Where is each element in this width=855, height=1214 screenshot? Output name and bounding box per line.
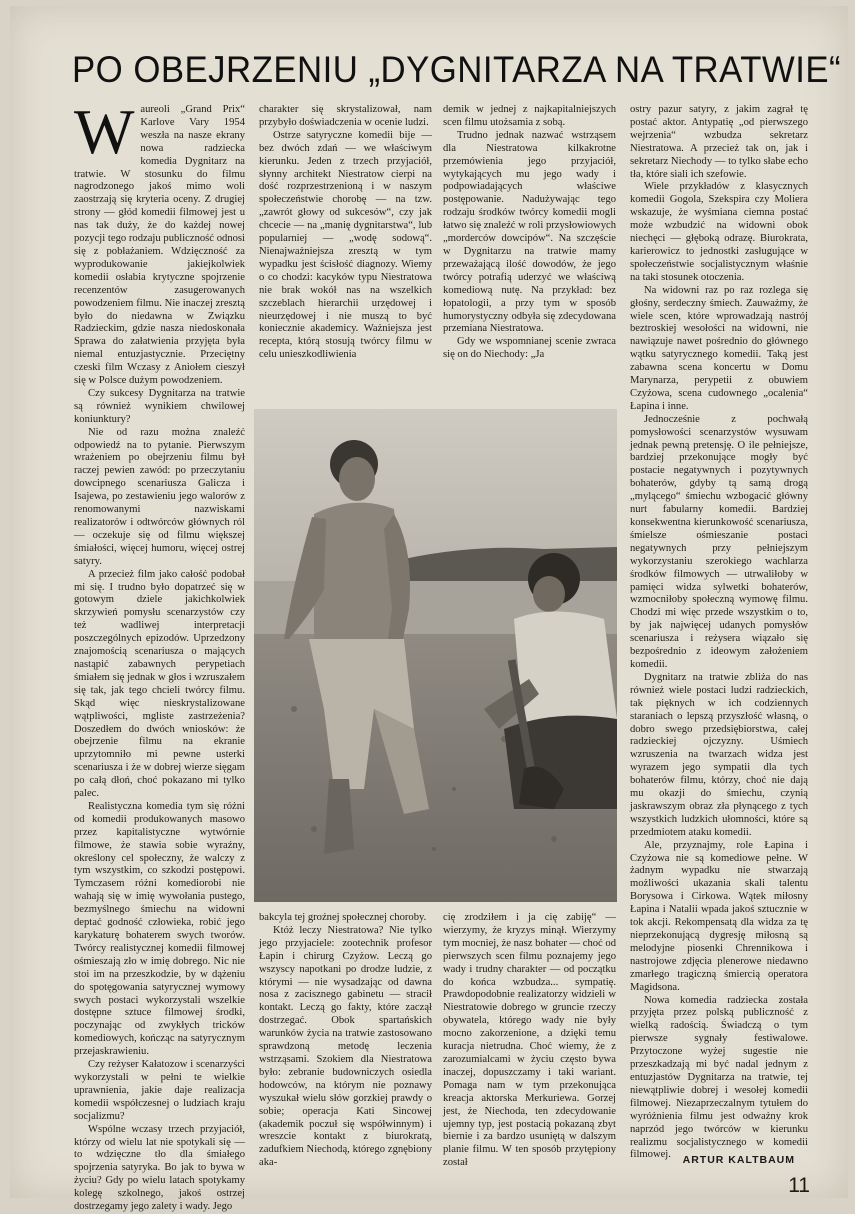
- paragraph: charakter się skrystalizował, nam przybyło doświadczenia w ocenie ludzi.: [259, 104, 432, 128]
- paragraph: cię zrodziłem i ja cię zabiję“ — wierzymy, że kryzys minął. Wierzymy tym mocniej, że nasz bohater — choć od pierwszych scen filmu poznajemy jego wady i trudny charakter — od początku do końca wzbudza... sympatię. Prawdopodobnie realizatorzy widzieli w Niestratowie dobrego w gruncie rzeczy obywatela, którego wady nie były mocno zakorzenione, a dzięki temu kuracja nietrudna. Choć wiemy, że z zarozumialcami w życiu często bywa inaczej, dopuszczamy i taki wariant. Pomaga nam w tym przekonująca kreacja aktorska Merkuriewa. Gorzej jest, że Niechoda, ten zdecydowanie ujemny typ, jest postacią pokazaną zbyt biernie i za bardzo usuniętą w dalszym planie filmu. W ten sposób przytępiony został: [443, 912, 616, 1169]
- film-still-photo: [254, 409, 617, 902]
- paragraph: Trudno jednak nazwać wstrząsem dla Niestratowa kilkakrotne przemówienia jego przyjaciół, wytykających mu jego wady i podpowiadających właściwe postępowanie. Nadużywając tego rodzaju środków twórcy komedii mogli łatwo się znaleźć w roli przysłowiowych „morderców dowcipów“. Na szczęście w Dygnitarzu na tratwie mamy przeważającą ilość dowodów, że jego twórcy potrafią uderzyć we właściwą komediową nutę. Na przykład: bez łopatologii, a przy tym w sposób humorystyczny odbyła się zdecydowana przemiana Niestratowa.: [443, 129, 616, 335]
- article-column-3-top: [443, 104, 616, 404]
- paragraph: Nie od razu można znaleźć odpowiedź na to pytanie. Pierwszym wrażeniem po obejrzeniu filmu był raczej pewien zawód: po przeczytaniu dowcipnego scenariusza Galicza i Isajewa, po zestawieniu jego walorów z renomowanymi nazwiskami realizatorów i odtwórców głównych ról — oczekuje się od filmu większej śmiałości, więcej humoru, więcej ostrej satyry.: [74, 426, 245, 567]
- article-column-2-bottom: [259, 912, 432, 1194]
- paragraph: Na widowni raz po raz rozlega się głośny, serdeczny śmiech. Zauważmy, że wiele scen, które wprowadzają nastrój beztroskiej wesołości na widowni, nie nawiązuje nawet pośrednio do głównego wątku satyrycznego komedii. Taką jest zabawna scena koncertu w Domu Marynarza, perypetii z obuwiem Czyżowa, scena cudownego „ocalenia“ Łapina i inne.: [630, 284, 808, 412]
- author-signature: ARTUR KALTBAUM: [682, 1154, 795, 1166]
- paragraph: bakcyla tej groźnej społecznej choroby.: [259, 912, 427, 923]
- paragraph: Dygnitarz na tratwie zbliża do nas również wiele postaci ludzi radzieckich, tak pięknych w ich codziennych staraniach o lepszą przyszłość własną, o dobro swego przedsiębiorstwa, całej radzieckiej ojczyzny. Uśmiech wzruszenia na twarzach widza jest wyrazem jego sympatii dla tych bohaterów filmu, którzy, choć nie dają mu okazji do śmiechu, czynią jaskrawszym obraz zła płynącego z tych wszystkich ludzkich ułomności, które są przedmiotem ataku komedii.: [630, 671, 808, 838]
- paragraph: Ale, przyznajmy, role Łapina i Czyżowa nie są komediowe pełne. W żadnym wypadku nie stwarzają możliwości ukazania skali talentu Borysowa i Cirkowa. Wątek miłosny Łapina i Natalii wpada jakoś sztucznie w tok akcji. Rekompensatą dla widza za tę nieprzekonującą dygresję miłosną są melodyjne piosenki Chrennikowa i nastrojowe zdjęcia plenerowe niedawno zmarłego tragiczną śmiercią operatora Magidsona.: [630, 839, 808, 993]
- paragraph: Realistyczna komedia tym się różni od komedii produkowanych masowo przez kapitalistyczne wytwórnie filmowe, że stawia sobie wyraźny, określony cel społeczny, że walczy z tym wszystkim, co szkodzi postępowi. Tymczasem różni komediorobi nie wahają się w imię wywołania pustego, bezmyślnego śmiechu na widowni deptać godność człowieka, robić jego karykaturę bohaterem swych tworów. Twórcy realistycznej komedii filmowej ośmieszają zło w imię dobrego. Nic nie stoi im na przeszkodzie, by w dążeniu do spotęgowania satyrycznej wymowy swych postaci wykorzystali wszelkie dostępne sztuce filmowej środki, poczynając od zwykłych tricków komediowych, kończąc na satyrycznym przejaskrawieniu.: [74, 800, 245, 1058]
- drop-cap: W: [74, 96, 135, 167]
- paragraph: A przecież film jako całość podobał mi się. I trudno było dopatrzeć się w gotowym dziele jakichkolwiek skrzywień pomysłu scenarzystów czy też wadliwej interpretacji poszczególnych epizodów. Uprzedzony znajomością scenariusza o mających nastąpić zabawnych perypetiach śmiałem się jednak w głos i wzruszałem się tak, jak tego chcieli twórcy filmu. Skąd więc nieskrystalizowane wątpliwości, mgliste zastrzeżenia? Doszedłem do dwóch wniosków: że obejrzenie filmu na ekranie uprzytomniło mi pewne usterki scenariusza i że w dobrej wierze sięgam po całą dłoń, choć pokazano mi tylko palec.: [74, 568, 245, 800]
- paragraph: Nowa komedia radziecka została przyjęta przez polską publiczność z wielką radością. Świadczą o tym pierwsze sygnały festiwalowe. Przytoczone wyżej sugestie nie przeszkadzają mi być nadal jednym z entuzjastów Dygnitarza na tratwie, tej niewątpliwie dobrej i wesołej komedii filmowej. Niezaprzeczalnym tytułem do wyróżnienia filmu jest odważny krok naprzód jego twórców w kierunku realizmu socjalistycznego w komedii filmowej.: [630, 994, 808, 1161]
- article-column-2-top: [259, 104, 432, 404]
- paragraph: Wspólne wczasy trzech przyjaciół, którzy od wielu lat nie spotykali się — to wdzięczne tło dla śmiałego spojrzenia satyryka. Bo jak to bywa w życiu? Gdy po wielu latach spotykamy kolegę szkolnego, jakoś ostrzej dostrzegamy jego zalety i wady. Jego: [74, 1123, 245, 1213]
- paragraph: Ostrze satyryczne komedii bije — bez dwóch zdań — we właściwym kierunku. Jeden z trzech przyjaciół, słynny architekt Niestratow cierpi na dość rozprzestrzenioną i w naszym społeczeństwie chorobę — na tzw. „zawrót głowy od sukcesów“, czy jak chcecie — na „manię dygnitarstwa“, lub popularniej — „wodę sodową“. Nienajważniejsza zresztą w tym wypadku jest ścisłość diagnozy. Wiemy o co chodzi: kacyków typu Niestratowa nie brak wokół nas na wszelkich szczeblach hierarchii urzędowej i nieurzędowej i nie muszą to być koniecznie akademicy. Ważniejsza jest recepta, którą stosują twórcy filmu w celu unieszkodliwienia: [259, 129, 432, 361]
- article-column-4: [630, 104, 808, 1194]
- paragraph: aureoli „Grand Prix“ Karlove Vary 1954 weszła na nasze ekrany nowa radziecka komedia Dygnitarz na tratwie. W stosunku do filmu nagrodzonego jakoś mimo woli zaostrzają się kryteria oceny. Z drugiej strony — głód komedii filmowej jest u nas tak duży, że do każdej nowej pozycji tego rodzaju publiczność odnosi się z pobłażaniem. Wdzięczność za wyprodukowanie jakiejkolwiek komedii osłabia krytyczne spojrzenie recenzentów zasugerowanych powodzeniem filmu. Nie inaczej zresztą było do niedawna w Związku Radzieckim, gdzie nasza niedoskonała Sprawa do załatwienia przyjęta była niemal entuzjastycznie. Przeciętny czeski film Wczasy z Aniołem cieszył się w Polsce dużym powodzeniem.: [74, 104, 245, 387]
- paragraph: ostry pazur satyry, z jakim zagrał tę postać aktor. Antypatię „od pierwszego wejrzenia“ wzbudza sekretarz Niestratowa. A przecież tak on, jak i sekretarz Niechody — to tylko słabe echo tła, które siali ich szefowie.: [630, 104, 808, 180]
- paragraph: demik w jednej z najkapitalniejszych scen filmu utożsamia z sobą.: [443, 104, 616, 128]
- film-still-image: [254, 409, 617, 902]
- article-column-3-bottom: [443, 912, 616, 1194]
- page-number: 11: [788, 1174, 810, 1197]
- paragraph: Jednocześnie z pochwałą pomysłowości scenarzystów wysuwam jednak pewną pretensję. O ile pełniejsze, bardziej przekonujące mogły być postacie negatywnych i pozytywnych bohaterów, gdyby tą samą drogą „mylącego“ śmiechu wzbogacić główny nurt fabularny komedii. Bardziej konsekwentna kierunkowość scenariusza, śmielsze ośmieszanie postaci negatywnych przy pełniejszym wykorzystaniu szerokiego wachlarza środków filmowych — utrwaliłoby w pamięci widza sylwetki bohaterów, wzmocniłoby społeczną wymowę filmu. Chodzi mi więc przede wszystkim o to, by jak najwięcej udanych pomysłów scenariusza i reżysera wiązało się bezpośrednio z ideowym założeniem komedii.: [630, 413, 808, 670]
- page-title: PO OBEJRZENIU „DYGNITARZA NA TRATWIE“: [72, 49, 842, 90]
- magazine-page: [10, 6, 848, 1213]
- paragraph: Gdy we wspomnianej scenie zwraca się on do Niechody: „Ja: [443, 336, 616, 361]
- paragraph: Któż leczy Niestratowa? Nie tylko jego przyjaciele: zootechnik profesor Łapin i chirurg Czyżow. Leczą go wszyscy napotkani po drodze ludzie, z którymi — nie wysadzając od dawna nosa z zacisznego gabinetu — stracił kontakt. Leczą go fakty, które zaczął dostrzegać. Obok spartańskich warunków życia na tratwie zastosowano sprawdzoną metodę leczenia wstrząsami. Szokiem dla Niestratowa było: zebranie budowniczych osiedla hodowców, na którym nie poznawy wyszukał wielu słów gorzkiej prawdy o sobie; operacja Kati Sincowej (akademik poczuł się współwinnym) i wreszcie kontakt z biurokratą, zadufkiem Niechodą, którego zgnębiony aka-: [259, 924, 432, 1169]
- paragraph: Wiele przykładów z klasycznych komedii Gogola, Szekspira czy Moliera wskazuje, że wyśmiana ciemna postać może wzbudzić na widowni obok niechęci — głęboką odrazę. Biurokrata, karierowicz to jednostki zasługujące w społeczeństwie socjalistycznym właśnie na taki stosunek otoczenia.: [630, 181, 808, 283]
- article-column-1: [74, 96, 245, 1213]
- paragraph: Czy reżyser Kałatozow i scenarzyści wykorzystali w pełni te wielkie uprawnienia, jakie daje realizacja komedii współczesnej o ludziach kraju socjalizmu?: [74, 1059, 245, 1122]
- paragraph: Czy sukcesy Dygnitarza na tratwie są również wynikiem chwilowej koniunktury?: [74, 387, 245, 425]
